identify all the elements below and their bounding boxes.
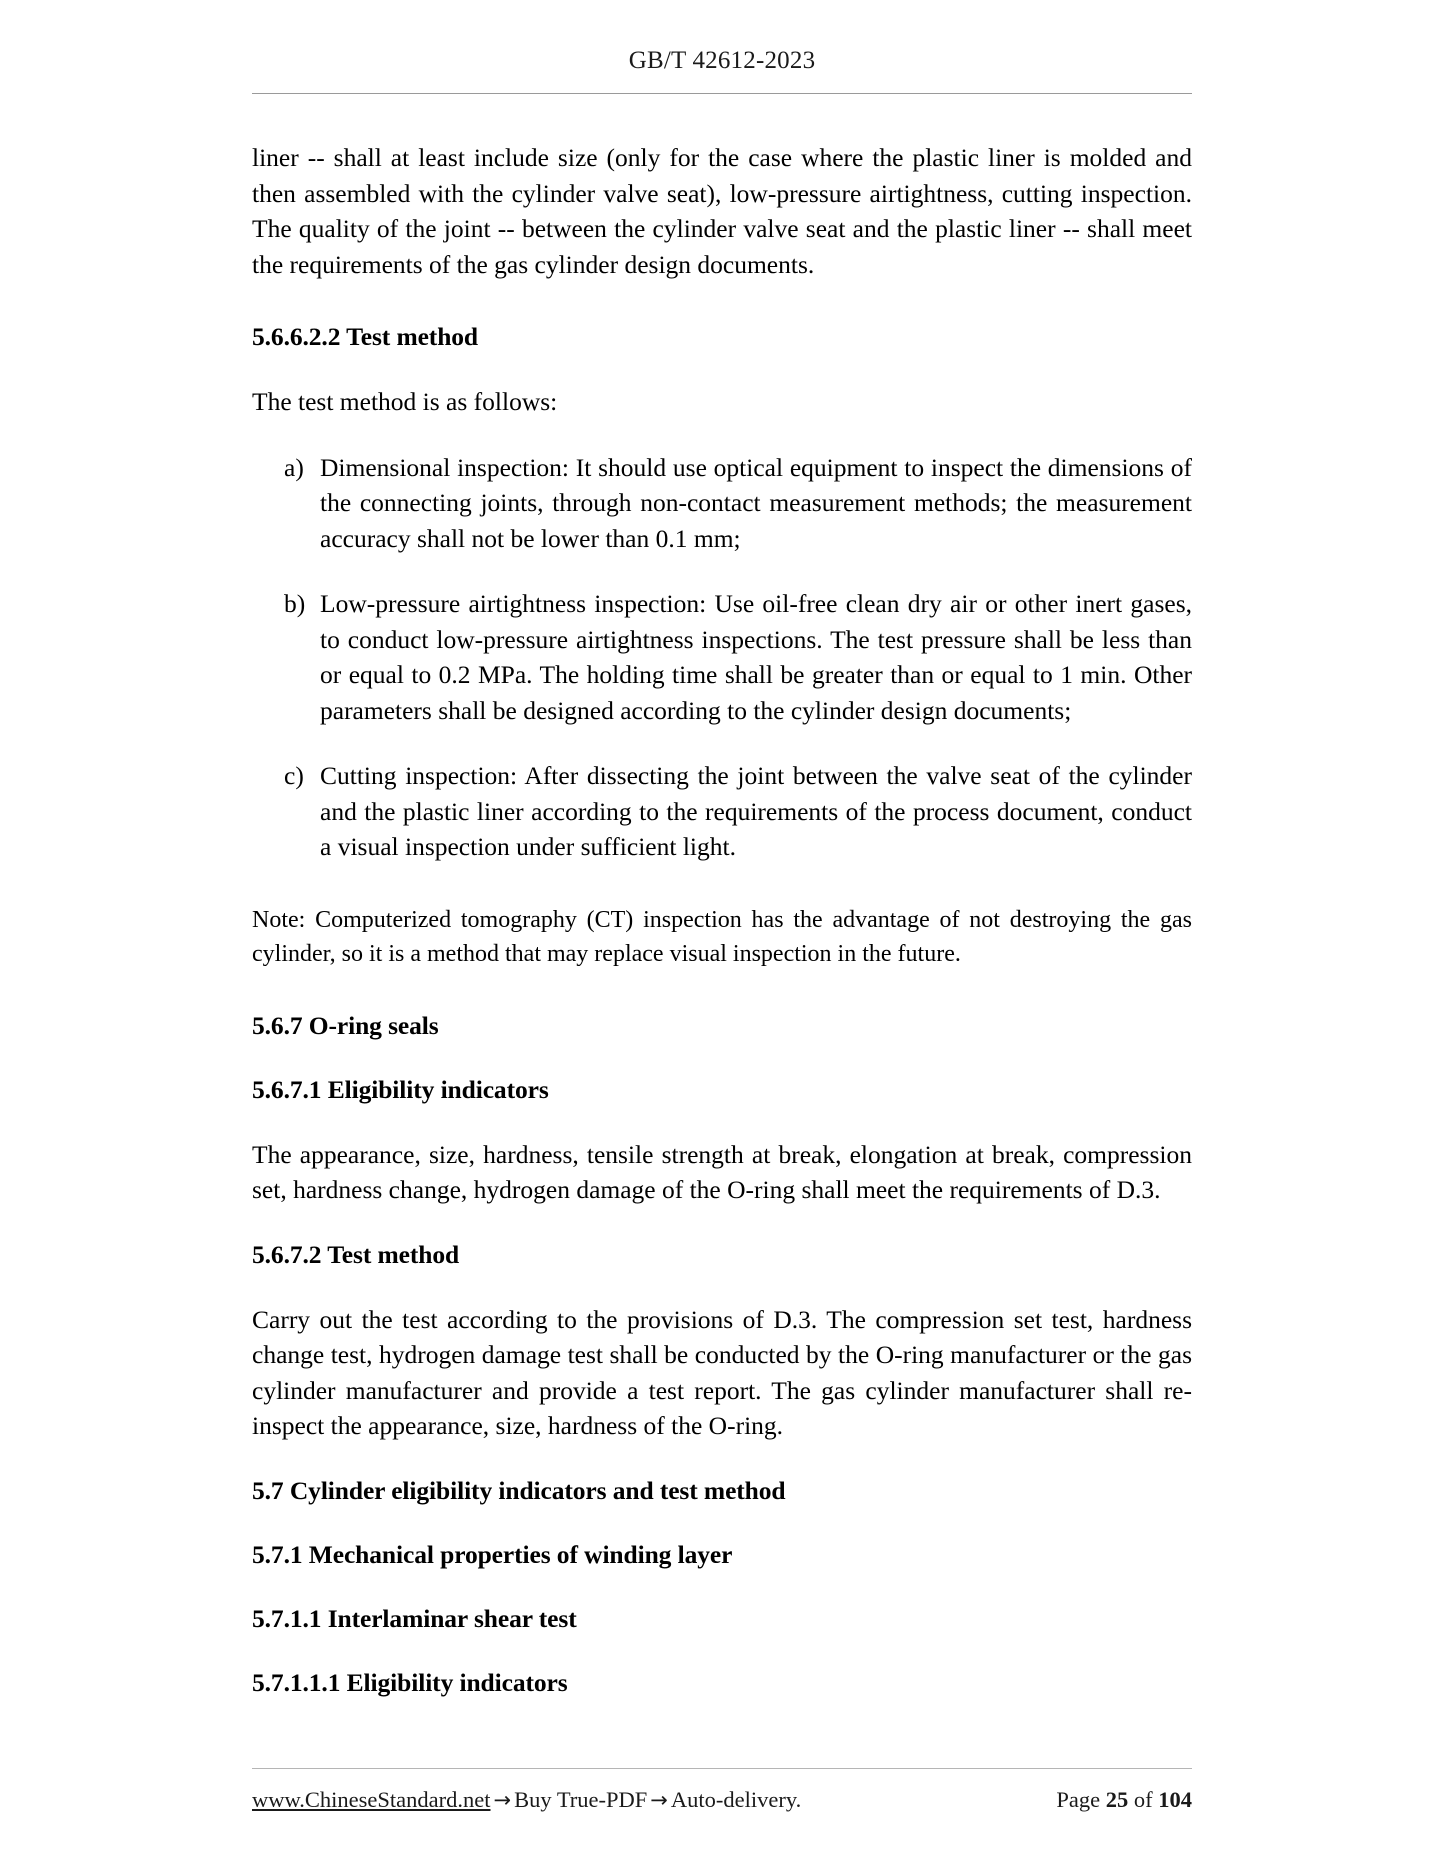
page-indicator <box>1056 1785 1192 1815</box>
footer-divider <box>252 1768 1192 1769</box>
list-item <box>284 450 1192 557</box>
spacer <box>252 556 1192 586</box>
arrow-right-icon: → <box>493 1788 512 1812</box>
spacer <box>252 1572 1192 1602</box>
paragraph-5-6-7-2: Carry out the test according to the provisions of D.3. The compression set test, hardness change test, hydrogen damage test shall be conducted by the O-ring manufacturer or the gas cylinder manufacturer and provide a test report. The gas cylinder manufacturer shall re-inspect the appearance, size, hardness of the O-ring. <box>252 1304 1192 1440</box>
of-label: of <box>1133 1787 1153 1812</box>
page-number: 25 <box>1105 1787 1129 1812</box>
list-item-text: Cutting inspection: After dissecting the joint between the valve seat of the cylinder and the plastic liner according to the requirements of the process document, conduct a visual inspection under sufficient light. <box>320 761 1192 861</box>
list-marker: a) <box>284 452 304 482</box>
page-label: Page <box>1056 1787 1101 1812</box>
heading-5-6-7-1: 5.6.7.1 Eligibility indicators <box>252 1074 549 1104</box>
heading-5-6-7-2: 5.6.7.2 Test method <box>252 1239 460 1269</box>
spacer <box>252 971 1192 1009</box>
paragraph-5-6-7-1: The appearance, size, hardness, tensile strength at break, elongation at break, compression set, hardness change, hydrogen damage of the O-ring shall meet the requirements of D.3. <box>252 1139 1192 1204</box>
spacer <box>252 420 1192 450</box>
footer-left-group <box>252 1785 801 1815</box>
heading-5-6-7: 5.6.7 O-ring seals <box>252 1010 439 1040</box>
spacer <box>252 1508 1192 1538</box>
heading-5-6-6-2-2: 5.6.6.2.2 Test method <box>252 322 479 351</box>
chinesestandard-link[interactable]: www.ChineseStandard.net <box>252 1787 491 1812</box>
spacer <box>252 1043 1192 1073</box>
total-pages: 104 <box>1158 1787 1192 1812</box>
spacer <box>252 282 1192 320</box>
list-item-text: Dimensional inspection: It should use optical equipment to inspect the dimensions of the connecting joints, through non-contact measurement methods; the measurement accuracy shall not be lower than 0.1 mm; <box>320 452 1192 553</box>
spacer <box>252 354 1192 384</box>
note-paragraph: Note: Computerized tomography (CT) inspection has the advantage of not destroying the gas cylinder, so it is a method that may replace visual inspection in the future. <box>252 906 1192 967</box>
spacer <box>252 1272 1192 1302</box>
footer-row <box>252 1785 1192 1815</box>
arrow-right-icon: → <box>650 1788 668 1812</box>
document-body <box>252 140 1192 1700</box>
spacer <box>252 865 1192 903</box>
heading-5-7-1-1: 5.7.1.1 Interlaminar shear test <box>252 1603 577 1633</box>
spacer <box>252 1107 1192 1137</box>
page-footer <box>252 1768 1192 1815</box>
spacer <box>252 728 1192 758</box>
test-method-list <box>252 450 1192 865</box>
page-header <box>252 0 1192 102</box>
list-item-text: Low-pressure airtightness inspection: Use oil-free clean dry air or other inert gases, to conduct low-pressure airtightness inspections. The test pressure shall be less than or equal to 0.2 MPa. The holding time shall be greater than or equal to 1 min. Other parameters shall be designed according to the cylinder design documents; <box>320 589 1192 725</box>
heading-5-7-1: 5.7.1 Mechanical properties of winding layer <box>252 1539 733 1569</box>
spacer <box>252 1636 1192 1666</box>
heading-5-7: 5.7 Cylinder eligibility indicators and test method <box>252 1475 786 1505</box>
list-marker: c) <box>284 761 304 790</box>
spacer <box>252 1444 1192 1474</box>
test-method-lead: The test method is as follows: <box>252 387 558 416</box>
standard-number: GB/T 42612-2023 <box>628 47 816 74</box>
list-marker: b) <box>284 589 306 618</box>
header-divider <box>252 93 1192 94</box>
intro-paragraph: liner -- shall at least include size (only for the case where the plastic liner is molded and then assembled with the cylinder valve seat), low-pressure airtightness, cutting inspection. The quality of the joint -- between the cylinder valve seat and the plastic liner -- shall meet the requirements of the gas cylinder design documents. <box>252 143 1192 279</box>
list-item <box>284 758 1192 865</box>
buy-true-pdf-label: Buy True-PDF <box>514 1787 648 1812</box>
heading-5-7-1-1-1: 5.7.1.1.1 Eligibility indicators <box>252 1667 568 1697</box>
auto-delivery-label: Auto-delivery. <box>670 1787 802 1812</box>
list-item <box>284 586 1192 728</box>
spacer <box>252 1208 1192 1238</box>
